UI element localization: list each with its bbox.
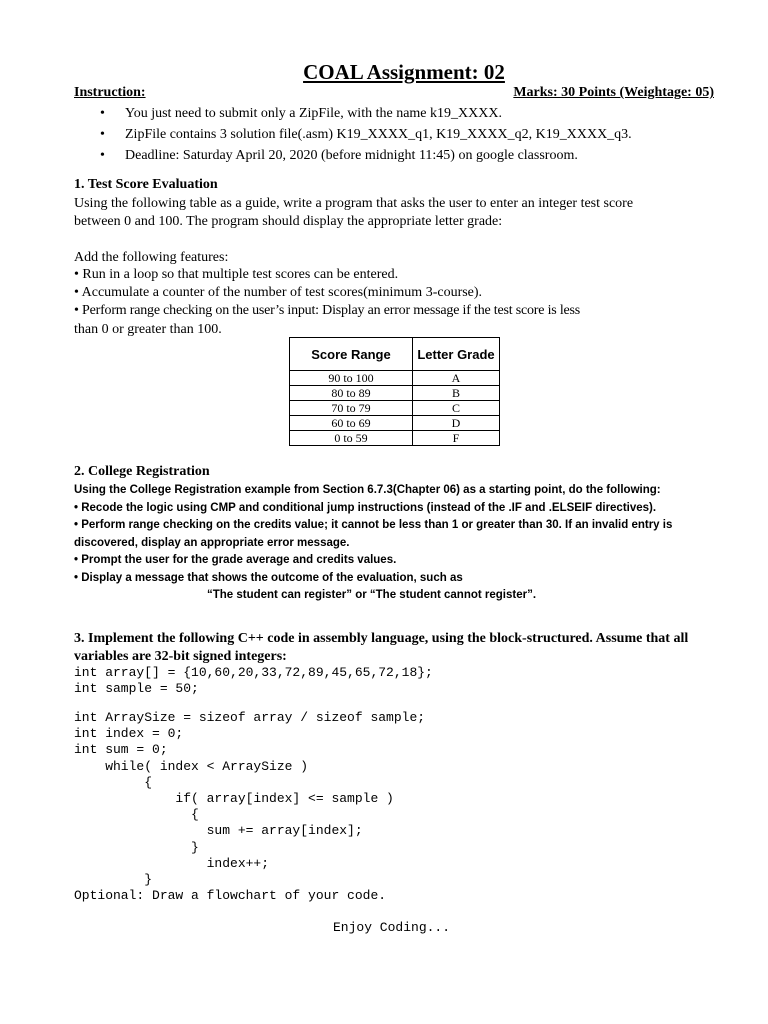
q2-body bbox=[74, 482, 724, 605]
closing-text: Enjoy Coding... bbox=[333, 920, 451, 935]
q2-line: discovered, display an appropriate error message. bbox=[74, 536, 350, 549]
q2-line: • Display a message that shows the outcome of the evaluation, such as bbox=[74, 571, 463, 584]
q1-feature: • Accumulate a counter of the number of test scores(minimum 3-course). bbox=[74, 285, 483, 300]
table-cell: 80 to 89 bbox=[290, 386, 413, 401]
table-cell: 0 to 59 bbox=[290, 431, 413, 446]
column-header: Score Range bbox=[290, 338, 413, 371]
table-cell: D bbox=[413, 416, 500, 431]
table-cell: 60 to 69 bbox=[290, 416, 413, 431]
table-cell: A bbox=[413, 371, 500, 386]
instruction-list bbox=[100, 103, 632, 166]
q1-intro-line: Using the following table as a guide, write a program that asks the user to enter an integer test score bbox=[74, 196, 634, 211]
table-cell: 90 to 100 bbox=[290, 371, 413, 386]
q3-heading bbox=[74, 630, 734, 666]
table-cell: F bbox=[413, 431, 500, 446]
q2-line: • Perform range checking on the credits value; it cannot be less than 1 or greater than 30. If an invalid entry is bbox=[74, 519, 673, 531]
q2-line: Using the College Registration example from Section 6.7.3(Chapter 06) as a starting point, do the following: bbox=[74, 484, 661, 496]
list-item: • ZipFile contains 3 solution file(.asm) K19_XXXX_q1, K19_XXXX_q2, K19_XXXX_q3. bbox=[100, 124, 632, 145]
q1-features-label: Add the following features: bbox=[74, 250, 229, 265]
table-row bbox=[290, 431, 500, 446]
q2-quote: “The student can register” or “The student cannot register”. bbox=[206, 589, 537, 601]
q2-line: • Recode the logic using CMP and conditional jump instructions (instead of the .IF and .ELSEIF directives). bbox=[74, 501, 657, 514]
table-cell: C bbox=[413, 401, 500, 416]
list-item: • You just need to submit only a ZipFile, with the name k19_XXXX. bbox=[100, 103, 632, 124]
page-title: COAL Assignment: 02 bbox=[303, 60, 505, 84]
table-row bbox=[290, 416, 500, 431]
instruction-label: Instruction: bbox=[74, 85, 146, 100]
bullet-icon: • bbox=[100, 127, 105, 142]
q2-heading: 2. College Registration bbox=[74, 464, 210, 479]
q3-heading-line: variables are 32-bit signed integers: bbox=[74, 649, 287, 664]
q1-heading: 1. Test Score Evaluation bbox=[74, 177, 218, 192]
q3-heading-line: 3. Implement the following C++ code in assembly language, using the block-structured. Assume that all bbox=[74, 631, 689, 646]
column-header: Letter Grade bbox=[413, 338, 500, 371]
grade-table bbox=[289, 337, 500, 446]
q1-feature: • Perform range checking on the user’s input: Display an error message if the test score is less bbox=[74, 303, 581, 318]
table-row bbox=[290, 371, 500, 386]
table-row bbox=[290, 401, 500, 416]
q1-intro-line: between 0 and 100. The program should display the appropriate letter grade: bbox=[74, 214, 503, 229]
q1-feature: • Run in a loop so that multiple test scores can be entered. bbox=[74, 267, 399, 282]
marks-label: Marks: 30 Points (Weightage: 05) bbox=[513, 85, 714, 100]
table-cell: 70 to 79 bbox=[290, 401, 413, 416]
table-header-row bbox=[290, 338, 500, 371]
list-item: • Deadline: Saturday April 20, 2020 (before midnight 11:45) on google classroom. bbox=[100, 145, 632, 166]
bullet-icon: • bbox=[100, 148, 105, 163]
q1-feature-cont: than 0 or greater than 100. bbox=[74, 322, 222, 337]
table-cell: B bbox=[413, 386, 500, 401]
code-block-loop: int ArraySize = sizeof array / sizeof sample; int index = 0; int sum = 0; while( index < ArraySize ) { if( array[index] <= sample ) { sum += array[index]; } index++; } Optional: Draw a flowchart of your code. bbox=[74, 710, 426, 904]
bullet-icon: • bbox=[100, 106, 105, 121]
code-block-declarations: int array[] = {10,60,20,33,72,89,45,65,72,18}; int sample = 50; bbox=[74, 665, 433, 697]
table-row bbox=[290, 386, 500, 401]
q2-line: • Prompt the user for the grade average and credits values. bbox=[74, 554, 397, 566]
